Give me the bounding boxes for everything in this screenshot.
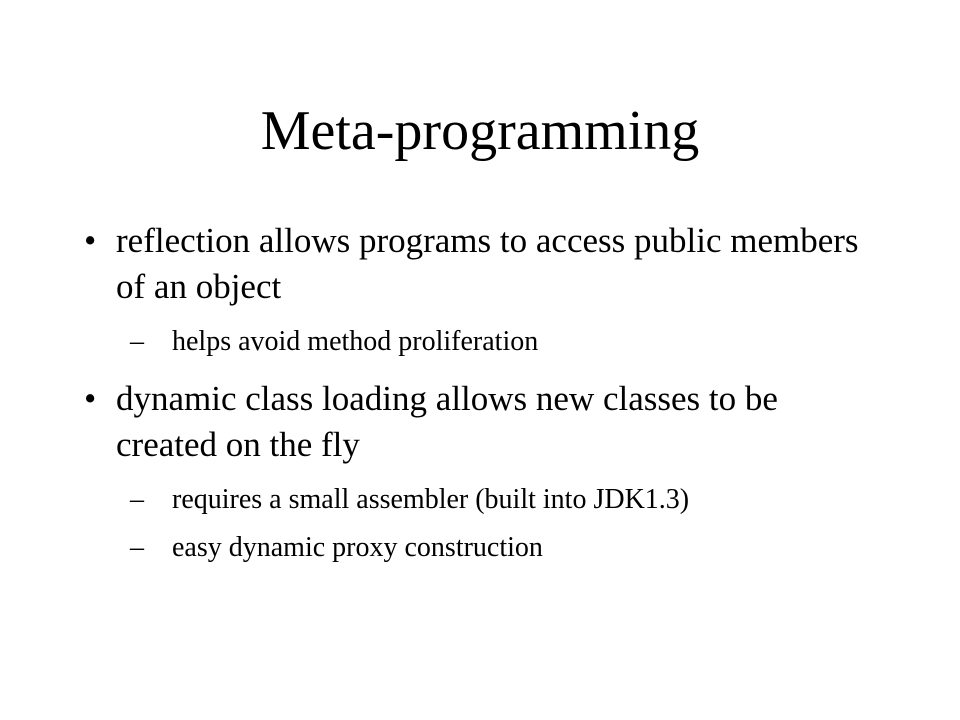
- sub-list: [116, 476, 884, 572]
- sub-item-text: easy dynamic proxy construction: [172, 532, 543, 563]
- dash-marker: –: [130, 532, 144, 563]
- bullet-item-dynamic-class-loading: [84, 376, 884, 572]
- bullet-item-reflection: [84, 218, 884, 366]
- dash-marker: –: [130, 326, 144, 357]
- sub-item-text: helps avoid method proliferation: [172, 326, 539, 357]
- bullet-marker: •: [84, 379, 97, 418]
- dash-marker: –: [130, 484, 144, 515]
- bullet-marker: •: [84, 221, 97, 260]
- bullet-list: [84, 218, 884, 572]
- slide-title: Meta-programming: [260, 100, 700, 162]
- bullet-text: dynamic class loading allows new classes to be created on the fly: [116, 379, 778, 464]
- sub-item-text: requires a small assembler (built into JDK1.3): [172, 484, 690, 515]
- sub-item-dynamic-proxy: [130, 524, 884, 572]
- bullet-text: reflection allows programs to access public members of an object: [116, 221, 859, 306]
- sub-list: [116, 318, 884, 366]
- sub-item-small-assembler: [130, 476, 884, 524]
- sub-item-method-proliferation: [130, 318, 884, 366]
